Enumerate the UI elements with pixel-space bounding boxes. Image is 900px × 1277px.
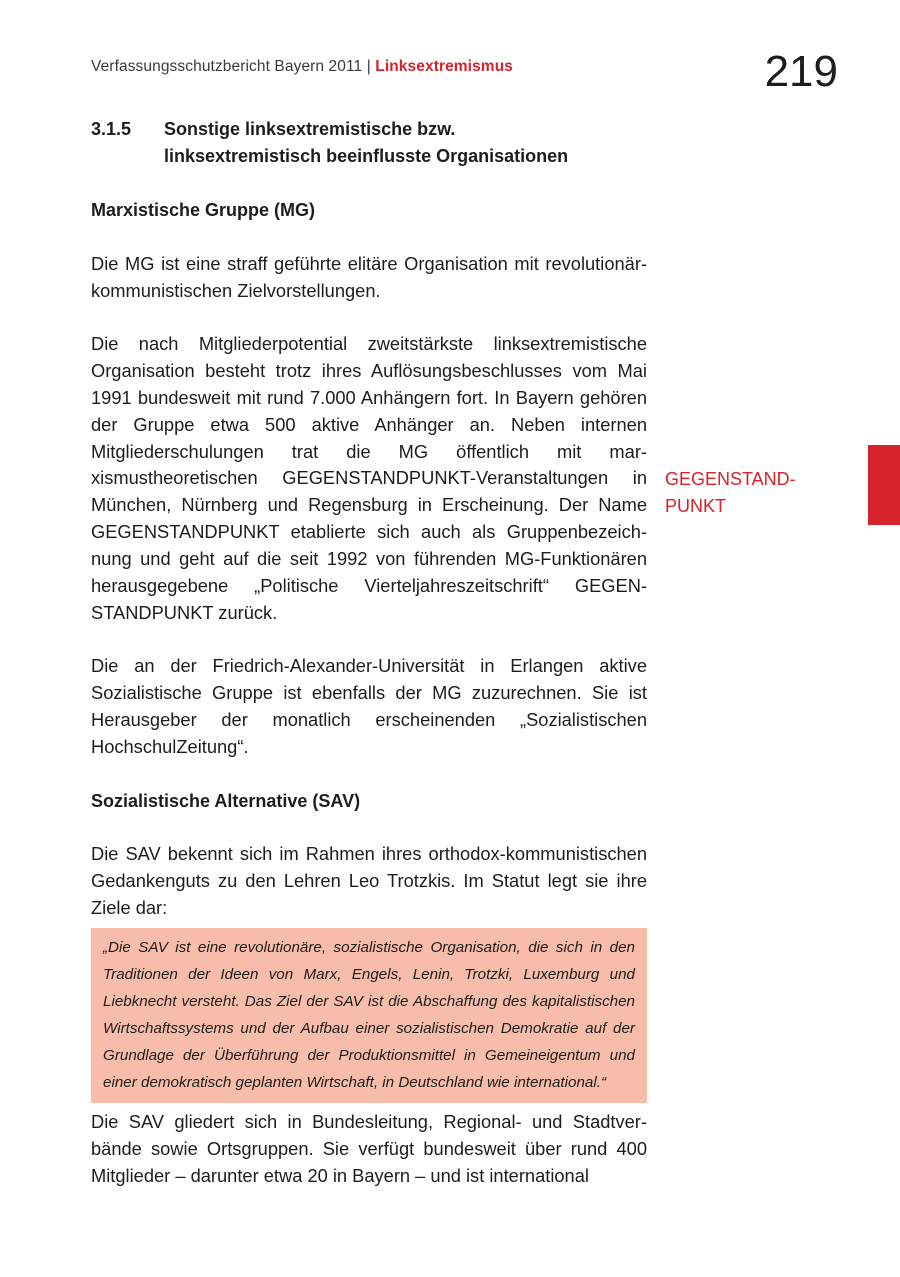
margin-keyword-line-1: GEGENSTAND-	[665, 469, 796, 489]
statute-quote: „Die SAV ist eine revolutionäre, sozialistische Organisation, die sich in den Traditionen der Ideen von Marx, Engels, Lenin, Trotzki, Luxemburg und Liebknecht versteht. Das Ziel der SAV ist die Abschaffung des kapitalistischen Wirtschaftssystems und der Aufbau einer sozialistischen Demokratie auf der Grundlage der Überführung der Produktionsmittel in Gemeineigentum und einer demokratisch geplanten Wirtschaft, in Deutschland wie international.“	[91, 928, 647, 1103]
sav-heading: Sozialistische Alternative (SAV)	[91, 790, 361, 811]
chapter-title: Linksextremismus	[375, 58, 513, 75]
margin-keyword-line-2: PUNKT	[665, 496, 727, 516]
publication-title: Verfassungsschutzbericht Bayern 2011	[91, 58, 363, 75]
mg-paragraph-3: Die an der Friedrich-Alexander-Universität in Erlangen aktive Sozialistische Gruppe ist ebenfalls der MG zuzurechnen. Sie ist Herausgeber der monatlich erscheinenden „Sozialistischen HochschulZeitung“.	[91, 655, 647, 757]
running-header	[91, 58, 513, 76]
page-content	[91, 116, 647, 1189]
section-title	[164, 116, 568, 170]
chapter-tab-marker	[868, 445, 900, 525]
mg-heading: Marxistische Gruppe (MG)	[91, 199, 316, 220]
section-title-line-2: linksextremistisch beeinflusste Organisationen	[164, 146, 569, 166]
section-title-line-1: Sonstige linksextremistische bzw.	[164, 119, 456, 139]
page-number: 219	[764, 47, 838, 96]
sav-paragraph-1: Die SAV bekennt sich im Rahmen ihres orthodox-kommunistischen Gedankenguts zu den Lehren Leo Trotzkis. Im Statut legt sie ihre Ziele dar:	[91, 843, 647, 919]
section-heading	[91, 116, 647, 170]
sav-paragraph-2: Die SAV gliedert sich in Bundesleitung, Regional- und Stadtverbände sowie Ortsgruppen. Sie verfügt bundesweit über rund 400 Mitglieder – darunter etwa 20 in Bayern – und ist international	[91, 1110, 647, 1186]
margin-keyword	[665, 466, 796, 520]
mg-paragraph-1: Die MG ist eine straff geführte elitäre Organisation mit revolutionär-kommunistischen Zielvorstellungen.	[91, 252, 647, 301]
mg-paragraph-2: Die nach Mitgliederpotential zweitstärkste linksextremistische Organisation besteht trotz ihres Auflösungsbeschlusses vom Mai 1991 bundesweit mit rund 7.000 Anhängern fort. In Bayern gehören der Gruppe etwa 500 aktive Anhänger an. Neben internen Mitgliederschulungen trat die MG öffentlich mit marxismustheoretischen GEGENSTANDPUNKT-Veranstaltungen in München, Nürnberg und Regensburg in Erscheinung. Der Name GEGENSTANDPUNKT etablierte sich auch als Gruppenbezeichnung und geht auf die seit 1992 von führenden MG-Funktionären herausgegebene „Politische Vierteljahreszeitschrift“ GEGENSTANDPUNKT zurück.	[91, 333, 647, 623]
section-number: 3.1.5	[91, 119, 132, 139]
header-separator: |	[366, 58, 371, 75]
